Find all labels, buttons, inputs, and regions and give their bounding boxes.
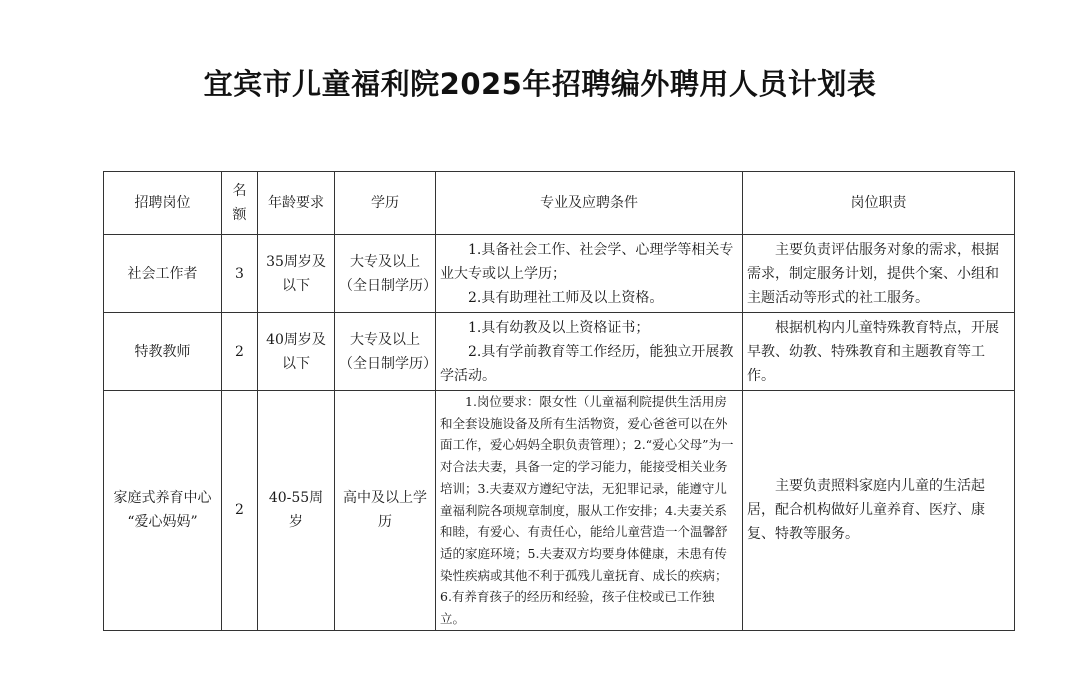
cell-education: 大专及以上（全日制学历）: [335, 235, 436, 313]
cell-position: [104, 391, 222, 631]
requirement-item: 2.具有学前教育等工作经历，能独立开展教学活动。: [440, 343, 734, 384]
header-duties: 岗位职责: [743, 172, 1015, 235]
table-row: [104, 313, 1015, 391]
position-line: “爱心妈妈”: [127, 514, 198, 531]
cell-requirements: [436, 391, 743, 631]
page-title: 宜宾市儿童福利院2025年招聘编外聘用人员计划表: [203, 67, 877, 101]
cell-age: 35周岁及以下: [258, 235, 335, 313]
table-header-row: [104, 172, 1015, 235]
cell-position: 特教教师: [104, 313, 222, 391]
duties-text: 根据机构内儿童特殊教育特点，开展早教、幼教、特殊教育和主题教育等工作。: [747, 319, 999, 384]
header-age: 年龄要求: [258, 172, 335, 235]
cell-quota: 3: [222, 235, 258, 313]
header-education: 学历: [335, 172, 436, 235]
recruitment-table: [103, 171, 1015, 631]
table-row: [104, 235, 1015, 313]
requirement-text: 1.岗位要求：限女性（儿童福利院提供生活用房和全套设施设备及所有生活物资，爱心爸爸可以在外面工作，爱心妈妈全职负责管理）；2.“爱心父母”为一对合法夫妻，具备一定的学习能力，能接受相关业务培训；3.夫妻双方遵纪守法，无犯罪记录，能遵守儿童福利院各项规章制度，服从工作安排；4.夫妻关系和睦，有爱心、有责任心，能给儿童营造一个温馨舒适的家庭环境；5.夫妻双方均要身体健康，未患有传染性疾病或其他不利于孤残儿童抚育、成长的疾病；6.有养育孩子的经历和经验，孩子住校或已工作独立。: [440, 394, 734, 627]
duties-text: 主要负责评估服务对象的需求，根据需求，制定服务计划，提供个案、小组和主题活动等形式的社工服务。: [747, 241, 999, 306]
cell-duties: [743, 235, 1015, 313]
cell-duties: [743, 391, 1015, 631]
table-row: [104, 391, 1015, 631]
header-position: 招聘岗位: [104, 172, 222, 235]
cell-age: 40-55周岁: [258, 391, 335, 631]
header-requirements: 专业及应聘条件: [436, 172, 743, 235]
cell-quota: 2: [222, 313, 258, 391]
requirement-item: 1.具备社会工作、社会学、心理学等相关专业大专或以上学历；: [440, 241, 734, 282]
requirement-item: 1.具有幼教及以上资格证书；: [468, 319, 650, 336]
position-line: 家庭式养育中心: [113, 490, 212, 507]
cell-education: 大专及以上（全日制学历）: [335, 313, 436, 391]
cell-quota: 2: [222, 391, 258, 631]
requirement-item: 2.具有助理社工师及以上资格。: [468, 289, 664, 306]
cell-duties: [743, 313, 1015, 391]
header-quota: 名额: [222, 172, 258, 235]
cell-requirements: [436, 235, 743, 313]
cell-age: 40周岁及以下: [258, 313, 335, 391]
cell-education: 高中及以上学历: [335, 391, 436, 631]
cell-position: 社会工作者: [104, 235, 222, 313]
cell-requirements: [436, 313, 743, 391]
duties-text: 主要负责照料家庭内儿童的生活起居，配合机构做好儿童养育、医疗、康复、特教等服务。: [747, 478, 985, 543]
